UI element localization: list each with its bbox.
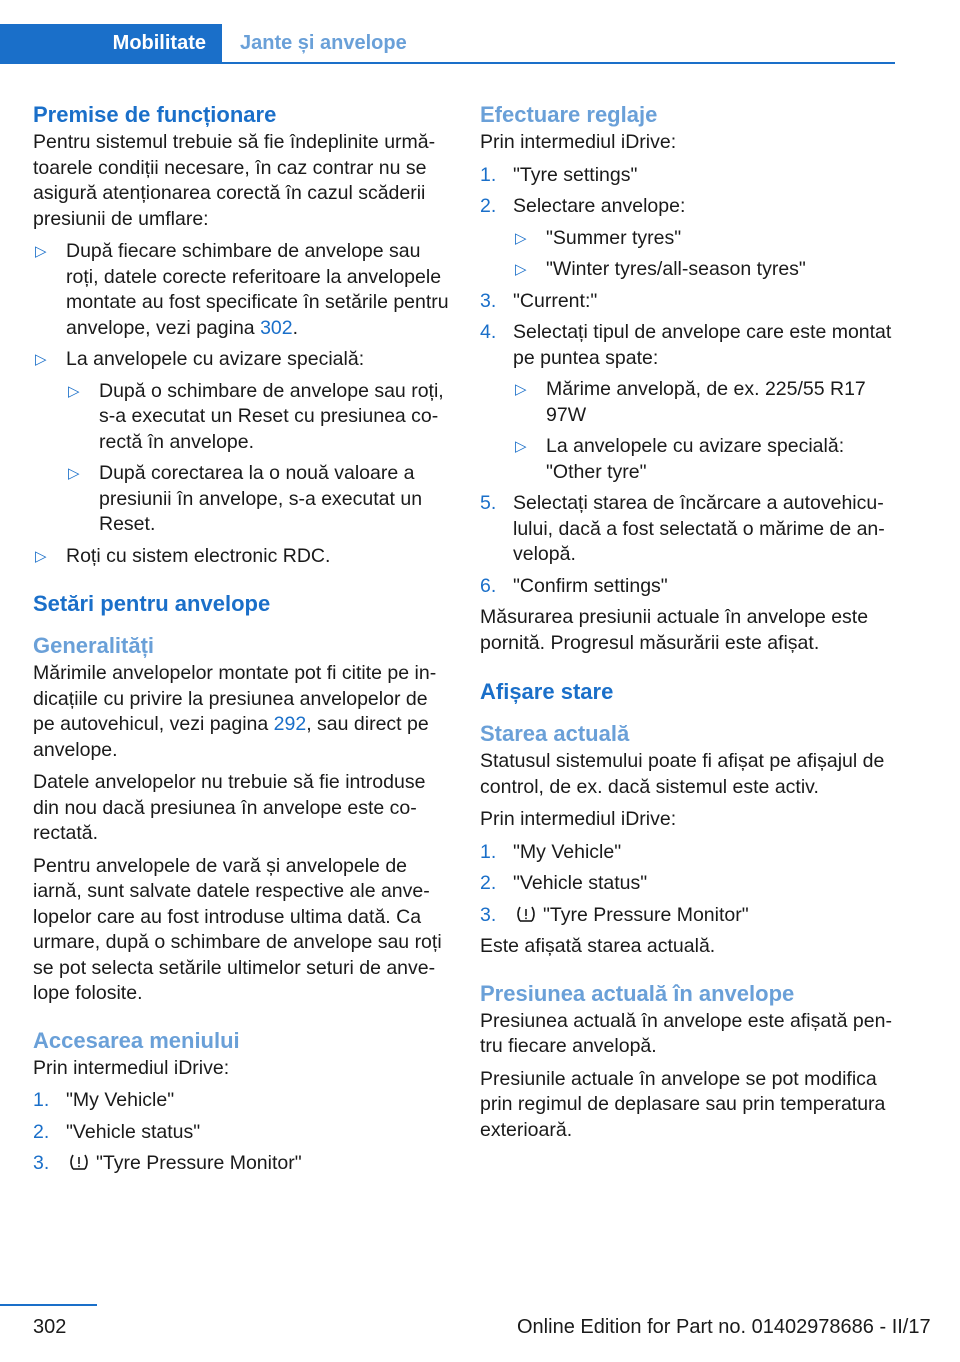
list-item: ▷ După fiecare schimbare de anvelope sau roți, datele corecte referitoare la anvelopele montate au fost specificate în setările pentru anvelope, vezi pagina 302. (35, 240, 449, 339)
list-item: ▷ Mărime anvelopă, de ex. 225/55 R17 97W (515, 378, 866, 426)
step-item: 1. "My Vehicle" (33, 1089, 175, 1111)
heading-presiunea: Presiunea actuală în anvelope (480, 980, 795, 1006)
list-item-text: Roți cu sistem electronic RDC. (66, 544, 331, 567)
heading-accesare: Accesarea meniului (33, 1027, 240, 1053)
right-column (480, 100, 898, 1150)
header-bar (0, 24, 895, 64)
step-item: 4. Selectați tipul de anvelope care este montat pe puntea spate: ▷ Mărime anvelopă, de ex. 225/55 R17 97W ▷ La anvelopele cu avizare specială: "Other tyre" (480, 320, 898, 485)
page-number-rule (0, 1304, 97, 1306)
triangle-right-icon: ▷ (515, 381, 527, 398)
heading-setari: Setări pentru anvelope (33, 591, 271, 616)
list-item: ▷ "Winter tyres/all-season tyres" (513, 257, 898, 283)
paragraph-masurare: Măsurarea presiunii actuale în anvelope este pornită. Progresul măsurării este afișat. (480, 606, 869, 654)
tyre-pressure-warning-icon (68, 1153, 90, 1171)
section-tab-label: Mobilitate (112, 31, 206, 54)
heading-starea: Starea actuală (480, 721, 630, 746)
step-item: 2. "Vehicle status" (480, 872, 648, 894)
list-item (33, 544, 451, 570)
step-item: 3. "Current:" (480, 289, 598, 312)
step-item: 6. "Confirm settings" (480, 574, 668, 597)
nested-list (513, 226, 898, 283)
paragraph-premise: Pentru sistemul trebuie să fie îndeplinite următoarele condiții necesare, în caz contrar nu se asigură atenționarea corectă în cazul scăderii presiunii de umflare: (33, 131, 436, 230)
tyre-pressure-warning-icon (515, 905, 537, 923)
page-link-292[interactable]: 292 (273, 713, 307, 735)
step-item: 1. "Tyre settings" (480, 163, 638, 186)
step-item: 5. Selectați starea de încărcare a autovehiculului, dacă a fost selectată o mărime de anvelopă. (480, 492, 885, 565)
triangle-right-icon: ▷ (68, 382, 80, 400)
heading-afisare: Afișare stare (480, 679, 614, 704)
step-item: 2. "Vehicle status" (33, 1120, 201, 1143)
triangle-right-icon: ▷ (68, 465, 80, 482)
nested-list (513, 377, 898, 485)
list-item: ▷ După o schimbare de anvelope sau roți, s-a executat un Reset cu presiunea corectă în anvelope. (68, 379, 444, 453)
list-item-text: După fiecare schimbare de anvelope sau roți, datele corecte referitoare la anvelopele montate au fost specificate în setările pentru anvelope, vezi pagina (66, 240, 449, 339)
heading-generalitati: Generalități (33, 633, 155, 658)
paragraph-gen1: Mărimile anvelopelor montate pot fi citite pe indicațiile cu privire la presiunea anvelopelor de pe autovehicul, vezi pagina 292, sau direct pe anvelope. (33, 662, 437, 761)
step-item: 2. Selectare anvelope: ▷ "Summer tyres" ▷ "Winter tyres/all-season tyres" (480, 194, 898, 283)
heading-reglaje: Efectuare reglaje (480, 102, 658, 127)
paragraph-afisata: Este afișată starea actuală. (480, 935, 716, 957)
nested-list (66, 379, 451, 538)
triangle-right-icon: ▷ (35, 547, 47, 565)
step-item: 3. "Tyre Pressure Monitor" (33, 1152, 302, 1174)
paragraph-accesare: Prin intermediul iDrive: (33, 1056, 230, 1079)
paragraph-gen2: Datele anvelopelor nu trebuie să fie introduse din nou dacă presiunea în anvelope este corectată. (33, 771, 426, 844)
left-column (33, 100, 451, 1183)
list-item: ▷ După corectarea la o nouă valoare a presiunii în anvelope, s-a executat un Reset. (68, 462, 423, 535)
paragraph-starea: Statusul sistemului poate fi afișat pe afișajul de control, de ex. dacă sistemul este activ. (480, 750, 885, 798)
list-item: ▷ "Summer tyres" (513, 226, 898, 252)
edition-footer: Online Edition for Part no. 01402978686 - II/17 (517, 1316, 931, 1338)
reglaje-steps (480, 163, 898, 600)
step-item: 1. "My Vehicle" (480, 840, 622, 863)
chapter-tab-label: Jante și anvelope (240, 31, 407, 54)
paragraph-pres2: Presiunile actuale în anvelope se pot modifica prin regimul de deplasare sau prin temperatura exterioară. (480, 1067, 886, 1141)
list-item (33, 347, 451, 538)
paragraph-reglaje: Prin intermediul iDrive: (480, 131, 677, 153)
accesare-steps (33, 1088, 451, 1177)
paragraph-starea2: Prin intermediul iDrive: (480, 808, 677, 830)
step-item: 3. "Tyre Pressure Monitor" (480, 903, 749, 926)
section-tab-mobility[interactable] (0, 24, 222, 62)
premise-list (33, 239, 451, 569)
heading-premise: Premise de funcționare (33, 102, 277, 127)
paragraph-gen3: Pentru anvelopele de vară și anvelopele de iarnă, sunt salvate datele respective ale anvelopelor care au fost introduse ultima dată. Ca urmare, după o schimbare de anvelope sau roți se pot selecta setările ultimelor seturi de anvelope folosite. (33, 854, 442, 1004)
list-item-text: La anvelopele cu avizare specială: (66, 348, 365, 370)
triangle-right-icon: ▷ (515, 261, 527, 278)
triangle-right-icon: ▷ (35, 243, 47, 260)
paragraph-pres1: Presiunea actuală în anvelope este afișată pentru fiecare anvelopă. (480, 1009, 892, 1057)
triangle-right-icon: ▷ (35, 351, 47, 368)
starea-steps (480, 840, 898, 929)
page-number: 302 (33, 1316, 67, 1338)
triangle-right-icon: ▷ (515, 229, 527, 247)
triangle-right-icon: ▷ (515, 438, 527, 455)
page-link-302[interactable]: 302 (260, 316, 293, 339)
chapter-tab-wheels-tyres[interactable] (240, 24, 407, 62)
list-item: ▷ La anvelopele cu avizare specială: "Other tyre" (515, 435, 845, 483)
